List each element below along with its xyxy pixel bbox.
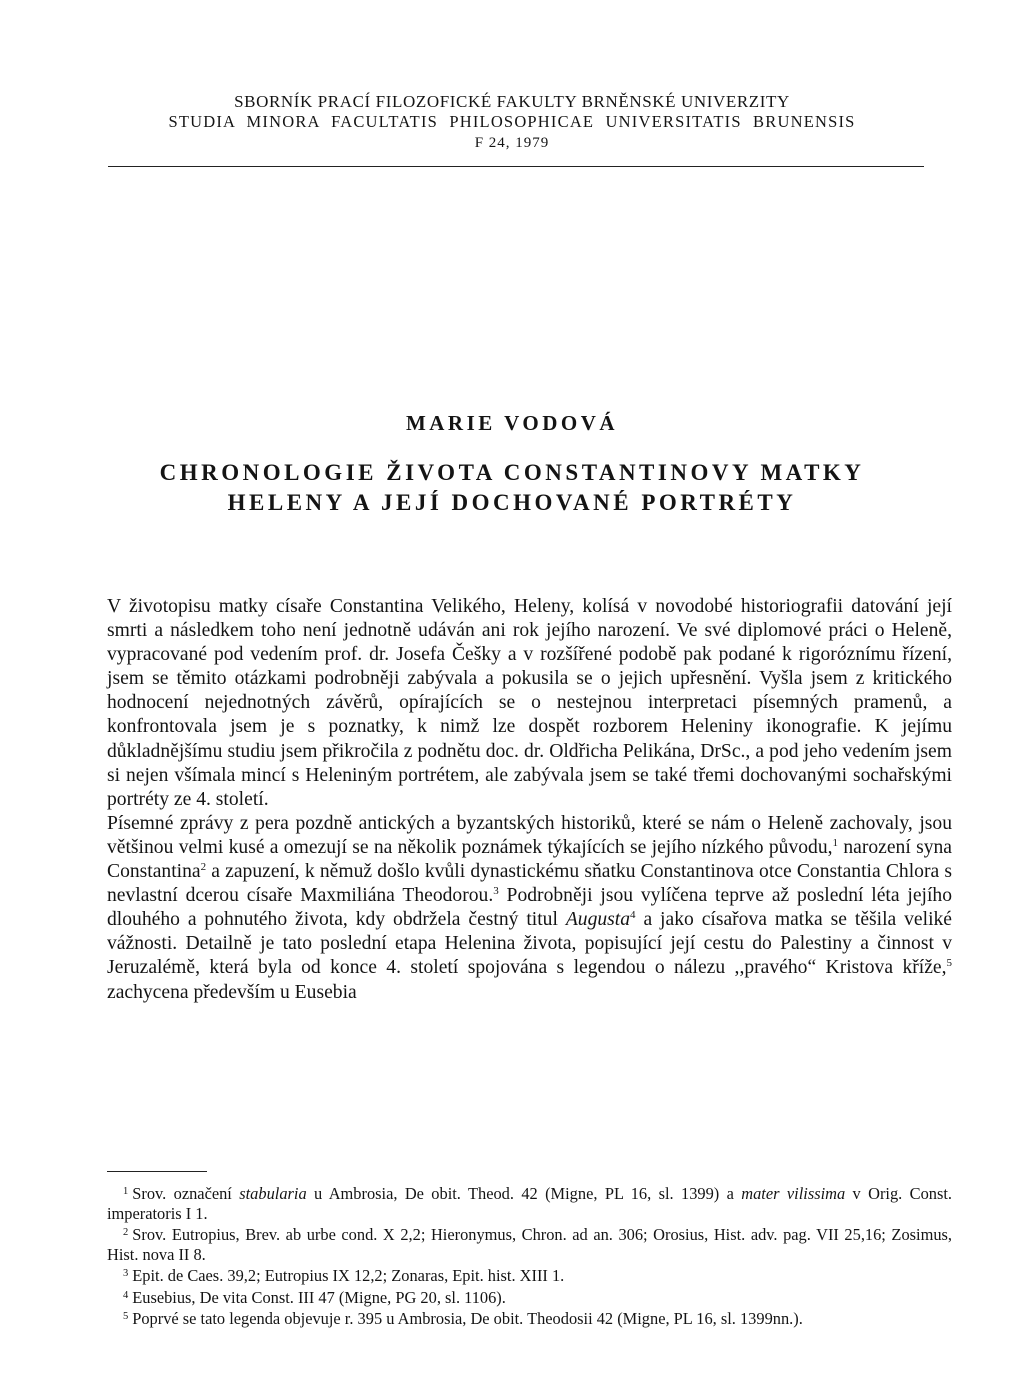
- footnotes: [107, 1182, 952, 1329]
- footnote-text: u Ambrosia, De obit. Theod. 42 (Migne, PL 16, sl. 1399) a: [306, 1184, 742, 1203]
- footnote-number: 4: [123, 1289, 129, 1301]
- footnote-text: Epit. de Caes. 39,2; Eutropius IX 12,2; Zonaras, Epit. hist. XIII 1.: [132, 1266, 565, 1285]
- footnote-text: v Orig. Const. imperatoris I 1.: [107, 1184, 952, 1223]
- footnote-1: [107, 1182, 952, 1223]
- footnote-text: Poprvé se tato legenda objevuje r. 395 u Ambrosia, De obit. Theodosii 42 (Migne, PL 16, sl. 1399nn.).: [132, 1309, 803, 1328]
- header-divider: [108, 166, 924, 167]
- paragraph-2: [107, 812, 952, 1005]
- series-title-latin: STUDIA MINORA FACULTATIS PHILOSOPHICAE UNIVERSITATIS BRUNENSIS: [168, 112, 856, 131]
- footnote-divider: [107, 1171, 207, 1172]
- footnote-5: [107, 1307, 952, 1329]
- footnote-number: 5: [123, 1311, 129, 1322]
- footnote-ref-2[interactable]: 2: [200, 861, 207, 874]
- footnote-ref-1[interactable]: 1: [832, 836, 839, 849]
- footnote-number: 1: [123, 1186, 129, 1197]
- paragraph-2-text-f: zachycena především u Eusebia: [107, 981, 357, 1003]
- footnote-ref-5[interactable]: 5: [946, 957, 952, 970]
- footnote-ref-3[interactable]: 3: [493, 885, 499, 898]
- footnote-4: [107, 1286, 952, 1308]
- article-title-line-1: CHRONOLOGIE ŽIVOTA CONSTANTINOVY MATKY: [159, 460, 865, 485]
- series-title-czech: SBORNÍK PRACÍ FILOZOFICKÉ FAKULTY BRNĚNSKÉ UNIVERZITY: [234, 92, 790, 111]
- footnote-3: [107, 1264, 952, 1286]
- paragraph-2-text-a: Písemné zprávy z pera pozdně antických a byzantských historiků, které se nám o Heleně zachovaly, jsou většinou velmi kusé a omezují se na několik poznámek týkajících se jejího nízkého původu,: [107, 812, 952, 858]
- footnote-2: [107, 1223, 952, 1264]
- article-body: [107, 595, 952, 1005]
- article-author: MARIE VODOVÁ: [405, 411, 619, 435]
- augusta-term: Augusta: [565, 909, 631, 931]
- footnote-ref-4[interactable]: 4: [630, 909, 636, 922]
- footnote-text: Eusebius, De vita Const. III 47 (Migne, PG 20, sl. 1106).: [132, 1287, 506, 1307]
- footnote-number: 2: [123, 1227, 129, 1238]
- article-title: [60, 458, 964, 518]
- paragraph-2-text-d: Podrobněji jsou vylíčena teprve až poslední léta jejího dlouhého a pohnutého života, kdy obdržela čestný titul: [107, 885, 952, 931]
- footnote-text: Srov. Eutropius, Brev. ab urbe cond. X 2,2; Hieronymus, Chron. ad an. 306; Orosius, Hist. adv. pag. VII 25,16; Zosimus, Hist. nova II 8.: [107, 1225, 952, 1264]
- paragraph-2-text-e: a jako císařova matka se těšila veliké vážnosti. Detailně je tato poslední etapa Helenina života, popisující její cestu do Palestiny a činnost v Jeruzalémě, která byla od konce 4. století spojována s legendou o nálezu ,,pravého“ Kristova kříže,: [107, 909, 953, 979]
- article-title-line-2: HELENY A JEJÍ DOCHOVANÉ PORTRÉTY: [227, 490, 797, 515]
- series-header: [60, 92, 964, 153]
- footnote-text: Srov. označení: [132, 1184, 240, 1203]
- paragraph-1: V životopisu matky císaře Constantina Velikého, Heleny, kolísá v novodobé historiografii datování její smrti a následkem toho není jednotně udáván ani rok jejího narození. Ve své diplomové práci o Heleně, vypracované pod vedením prof. dr. Josefa Češky a v rozšířené podobě pak podané k rigoróznímu řízení, jsem se těmito otázkami podrobněji zabývala a pokusila se o jejich upřesnění. Vyšla jsem z kritického hodnocení nejednotných závěrů, opírajících se o nestejnou interpretaci písemných pramenů, a konfrontovala jsem je s poznatky, k nimž lze dospět rozborem Heleniny ikonografie. K jejímu důkladnějšímu studiu jsem přikročila z podnětu doc. dr. Oldřicha Pelikána, DrSc., a pod jeho vedením jsem si nejen všímala mincí s Heleniným portrétem, ale zabývala jsem se také třemi dochovanými sochařskými portréty ze 4. století.: [107, 596, 952, 810]
- footnote-number: 3: [123, 1268, 129, 1279]
- paragraph-2-text-b: narození syna Constantina: [107, 836, 952, 883]
- footnote-term-mater: mater vilissima: [741, 1184, 846, 1203]
- paragraph-2-text-c: a zapuzení, k němuž došlo kvůli dynastickému sňatku Constantinova otce Constantia Chlora s nevlastní dcerou císaře Maxmiliána Theodorou.: [107, 861, 952, 907]
- footnote-term-stabularia: stabularia: [239, 1184, 307, 1203]
- series-volume: F 24, 1979: [474, 135, 550, 151]
